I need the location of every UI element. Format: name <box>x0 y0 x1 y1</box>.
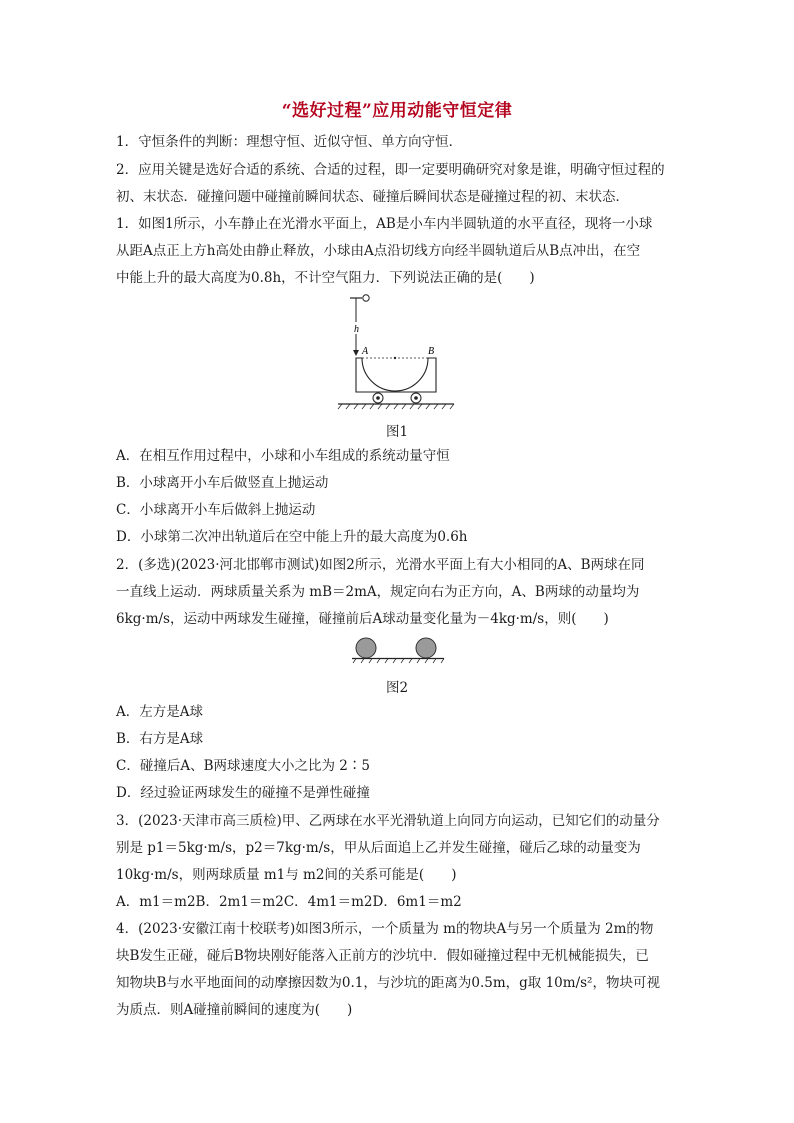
q2-option-b: B．右方是A球 <box>116 731 204 747</box>
q3-stem-line: 别是 p1＝5kg·m/s，p2＝7kg·m/s，甲从后面追上乙并发生碰撞，碰后乙球的动量变为 <box>116 840 641 856</box>
figure-1-caption: 图1 <box>385 424 409 440</box>
intro-line: 1．守恒条件的判断：理想守恒、近似守恒、单方向守恒． <box>116 134 463 150</box>
page-title: “选好过程”应用动能守恒定律 <box>281 101 513 121</box>
q2-option-d: D．经过验证两球发生的碰撞不是弹性碰撞 <box>116 785 370 801</box>
q4-stem-line: 为质点．则A碰撞前瞬间的速度为( ) <box>116 1002 353 1018</box>
q2-stem-line: 2．(多选)(2023·河北邯郸市测试)如图2所示，光滑水平面上有大小相同的A、B两球在同 <box>116 557 645 573</box>
q1-option-c: C．小球离开小车后做斜上抛运动 <box>116 502 316 518</box>
q1-stem-line: 从距A点正上方h高处由静止释放，小球由A点沿切线方向经半圆轨道后从B点冲出，在空 <box>116 243 641 259</box>
q1-option-d: D．小球第二次冲出轨道后在空中能上升的最大高度为0.6h <box>116 529 468 545</box>
q4-stem-line: 块B发生正碰，碰后B物块刚好能落入正前方的沙坑中．假如碰撞过程中无机械能损失，已 <box>116 948 649 964</box>
q3-stem-line: 3．(2023·天津市高三质检)甲、乙两球在水平光滑轨道上向同方向运动，已知它们的动量分 <box>116 813 660 829</box>
q4-stem-line: 4．(2023·安徽江南十校联考)如图3所示，一个质量为 m的物块A与另一个质量为 2m的物 <box>116 921 654 937</box>
q3-stem-line: 10kg·m/s，则两球质量 m1与 m2间的关系可能是( ) <box>116 867 457 883</box>
intro-line: 初、末状态．碰撞问题中碰撞前瞬间状态、碰撞后瞬间状态是碰撞过程的初、末状态． <box>116 189 629 205</box>
q2-option-c: C．碰撞后A、B两球速度大小之比为 2∶5 <box>116 758 370 774</box>
point-a-label: A <box>362 346 369 357</box>
q4-stem-line: 知物块B与水平地面间的动摩擦因数为0.1，与沙坑的距离为0.5m，g取 10m/s²，物块可视 <box>116 975 660 991</box>
intro-line: 2．应用关键是选好合适的系统、合适的过程，即一定要明确研究对象是谁，明确守恒过程的 <box>116 162 665 178</box>
q2-stem-line: 一直线上运动．两球质量关系为 mB＝2mA，规定向右为正方向，A、B两球的动量均为 <box>116 584 640 600</box>
q1-option-a: A．在相互作用过程中，小球和小车组成的系统动量守恒 <box>116 448 450 464</box>
q2-option-a: A．左方是A球 <box>116 704 203 720</box>
q2-stem-line: 6kg·m/s，运动中两球发生碰撞，碰撞前后A球动量变化量为－4kg·m/s，则( ) <box>116 611 609 627</box>
q1-option-b: B．小球离开小车后做竖直上抛运动 <box>116 475 329 491</box>
point-b-label: B <box>428 346 435 357</box>
q3-options-line: A．m1＝m2B．2m1＝m2C．4m1＝m2D．6m1＝m2 <box>116 894 462 910</box>
height-label: h <box>354 324 359 335</box>
figure-2-balls-diagram <box>350 636 446 664</box>
q1-stem-line: 中能上升的最大高度为0.8h，不计空气阻力．下列说法正确的是( ) <box>116 270 535 286</box>
q1-stem-line: 1．如图1所示，小车静止在光滑水平面上，AB是小车内半圆轨道的水平直径，现将一小球 <box>116 216 653 232</box>
figure-1-cart-diagram <box>330 292 460 410</box>
figure-2-caption: 图2 <box>385 680 409 696</box>
